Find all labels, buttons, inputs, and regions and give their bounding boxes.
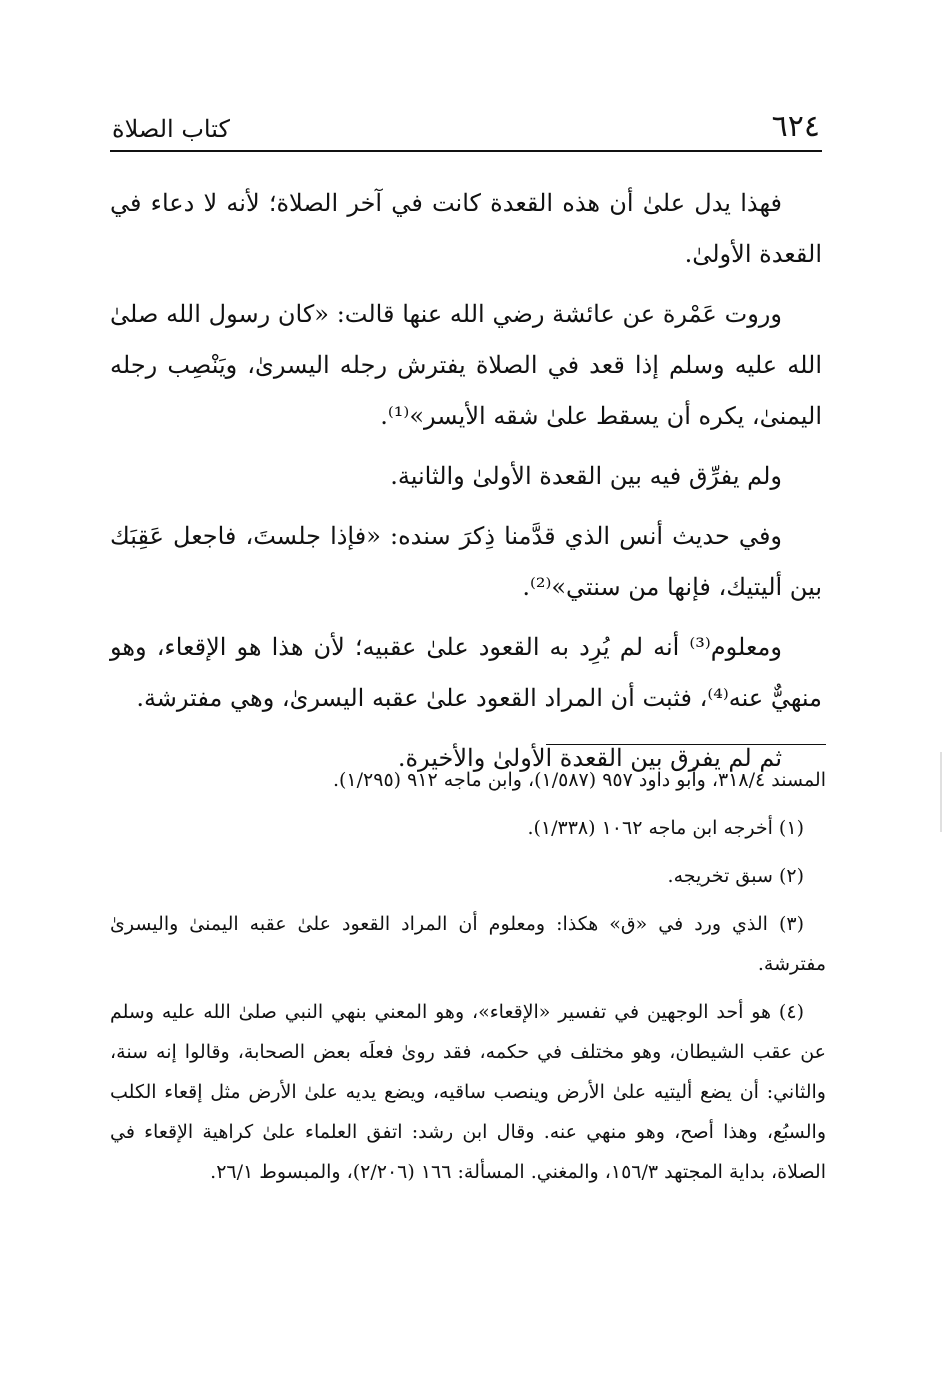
footnote: (٣) الذي ورد في «ق» هكذا: ومعلوم أن المراد القعود علىٰ عقبه اليمنىٰ واليسرىٰ مفترشة. xyxy=(110,913,826,975)
footnote-separator xyxy=(546,744,826,745)
paragraph: وفي حديث أنس الذي قدَّمنا ذِكرَ سنده: «فإذا جلستَ، فاجعل عَقِبَك بين أليتيك، فإنها من سنتي»⁽²⁾. xyxy=(110,522,822,601)
footnote: (٢) سبق تخريجه. xyxy=(667,865,804,887)
footnote: (٤) هو أحد الوجهين في تفسير «الإقعاء»، وهو المعني بنهي النبي صلىٰ الله عليه وسلم عن عقب الشيطان، وهو مختلف في حكمه، فقد روىٰ فعلَه بعض الصحابة، وقالوا إنه سنة، والثاني: أن يضع أليتيه علىٰ الأرض وينصب ساقيه، ويضع يديه علىٰ الأرض مثل إقعاء الكلب والسبُع، وهذا أصح، وهو منهي عنه. وقال ابن رشد: اتفق العلماء علىٰ كراهية الإقعاء في الصلاة، بداية المجتهد ١٥٦/٣، والمغني. المسألة: ١٦٦ (٢/٢٠٦)، والمبسوط ٢٦/١. xyxy=(110,1001,826,1183)
footnotes xyxy=(110,760,826,1200)
scan-edge-mark xyxy=(940,752,942,832)
main-text xyxy=(110,178,822,793)
page-header xyxy=(110,108,822,152)
paragraph: ومعلوم⁽³⁾ أنه لم يُرِد به القعود علىٰ عقبيه؛ لأن هذا هو الإقعاء، وهو منهيٌّ عنه⁽⁴⁾، فثبت أن المراد القعود علىٰ عقبه اليسرىٰ، وهي مفترشة. xyxy=(110,633,822,712)
paragraph: ولم يفرِّق فيه بين القعدة الأولىٰ والثانية. xyxy=(390,462,782,490)
page-number: ٦٢٤ xyxy=(771,109,820,144)
footnote-carryover: المسند ٣١٨/٤، وأبو داود ٩٥٧ (١/٥٨٧)، وابن ماجه ٩١٢ (١/٢٩٥). xyxy=(332,769,826,791)
paragraph: وروت عَمْرة عن عائشة رضي الله عنها قالت: «كان رسول الله صلىٰ الله عليه وسلم إذا قعد في الصلاة يفترش رجله اليسرىٰ، ويَنْصِب رجله اليمنىٰ، يكره أن يسقط علىٰ شقه الأيسر»⁽¹⁾. xyxy=(110,300,822,430)
running-title: كتاب الصلاة xyxy=(112,115,230,143)
footnote: (١) أخرجه ابن ماجه ١٠٦٢ (١/٣٣٨). xyxy=(527,817,804,839)
paragraph: ثم لم يفرق بين القعدة الأولىٰ والأخيرة. xyxy=(397,744,782,772)
paragraph: فهذا يدل علىٰ أن هذه القعدة كانت في آخر الصلاة؛ لأنه لا دعاء في القعدة الأولىٰ. xyxy=(110,189,822,268)
